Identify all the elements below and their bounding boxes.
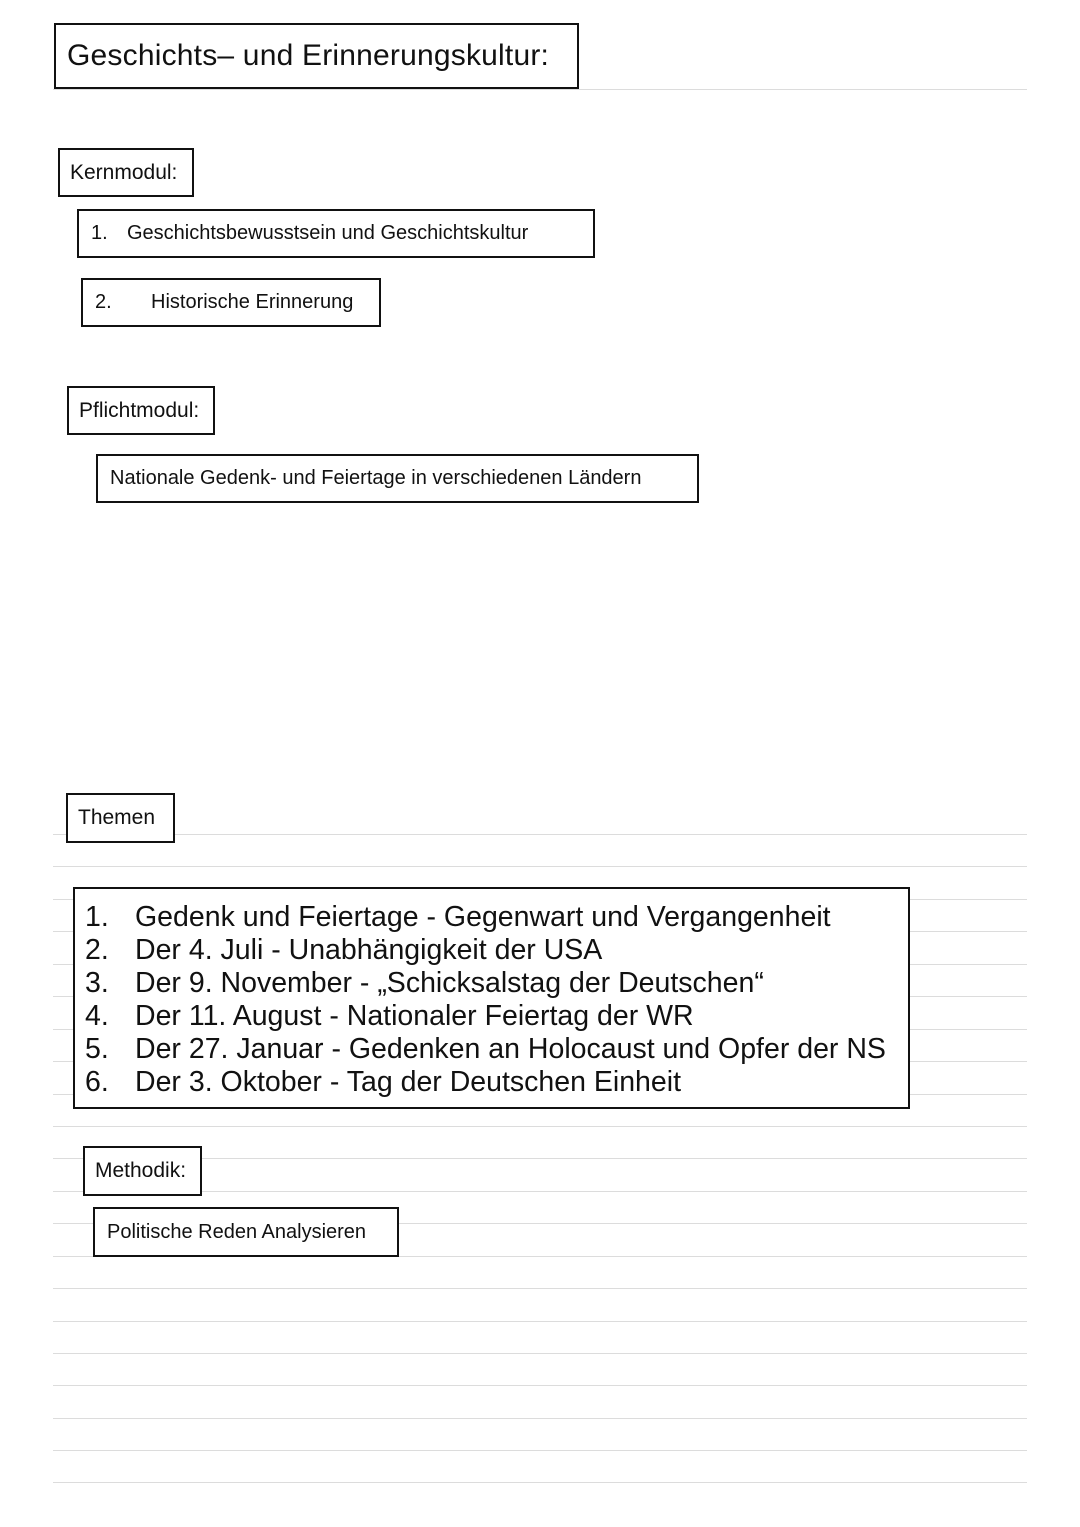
- pflichtmodul-label: Pflichtmodul:: [67, 386, 215, 435]
- list-item: 3. Der 9. November - „Schicksalstag der Deutschen“: [85, 967, 764, 999]
- item-number: 1.: [91, 222, 108, 244]
- kernmodul-item-1: [77, 209, 595, 258]
- list-item: 4. Der 11. August - Nationaler Feiertag der WR: [85, 1000, 694, 1032]
- item-number: 2.: [95, 291, 112, 313]
- list-item: 2. Der 4. Juli - Unabhängigkeit der USA: [85, 934, 603, 966]
- item-text: Historische Erinnerung: [151, 291, 354, 313]
- list-item: 5. Der 27. Januar - Gedenken an Holocaust und Opfer der NS: [85, 1033, 886, 1065]
- page-title: Geschichts– und Erinnerungskultur:: [54, 23, 579, 89]
- kernmodul-label: Kernmodul:: [58, 148, 194, 197]
- themen-list: [73, 887, 910, 1109]
- list-item: 1. Gedenk und Feiertage - Gegenwart und Vergangenheit: [85, 901, 831, 933]
- methodik-item: Politische Reden Analysieren: [93, 1207, 399, 1257]
- item-text: Geschichtsbewusstsein und Geschichtskultur: [127, 222, 529, 244]
- kernmodul-item-2: [81, 278, 381, 327]
- pflichtmodul-item: Nationale Gedenk- und Feiertage in verschiedenen Ländern: [96, 454, 699, 503]
- list-item: 6. Der 3. Oktober - Tag der Deutschen Einheit: [85, 1066, 682, 1098]
- themen-label: Themen: [66, 793, 175, 843]
- methodik-label: Methodik:: [83, 1146, 202, 1196]
